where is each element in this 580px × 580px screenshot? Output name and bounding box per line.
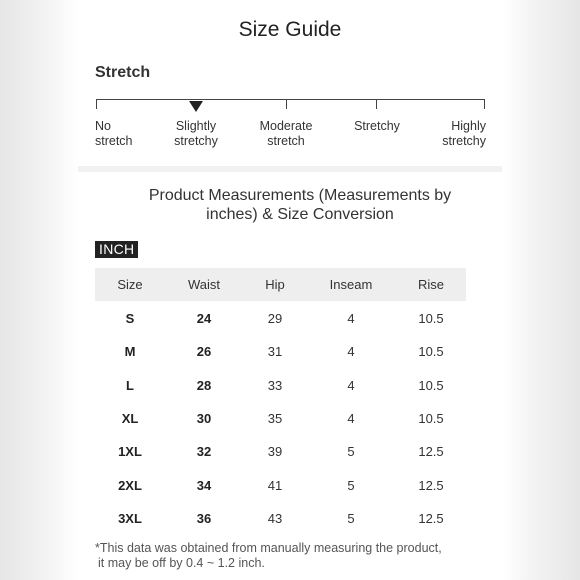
table-cell: 1XL (118, 444, 142, 460)
table-cell: XL (121, 410, 139, 426)
measurements-title: Product Measurements (Measurements by inches) & Size Conversion (148, 187, 452, 223)
stretch-scale-line (96, 99, 485, 100)
table-cell: 4 (347, 410, 355, 426)
table-cell: 10.5 (418, 377, 444, 393)
unit-badge: INCH (95, 241, 138, 258)
table-cell: 4 (347, 344, 355, 360)
table-cell: 28 (196, 377, 212, 393)
table-cell: 3XL (118, 510, 142, 526)
stretch-option-slightly-stretchy: Slightly stretchy (174, 119, 218, 148)
stretch-section-label: Stretch (95, 64, 151, 81)
section-divider (78, 166, 502, 172)
table-cell: 5 (347, 444, 355, 460)
column-header-hip: Hip (265, 277, 285, 292)
table-cell: 36 (196, 510, 212, 526)
table-cell: 30 (196, 410, 212, 426)
table-cell: 10.5 (418, 311, 444, 326)
stretch-tick (286, 99, 287, 109)
table-cell: 31 (267, 344, 283, 360)
stretch-option-stretchy: Stretchy (354, 119, 400, 133)
stretch-selected-marker-icon (189, 101, 203, 112)
column-header-waist: Waist (187, 277, 221, 292)
table-cell: 29 (267, 311, 283, 326)
table-cell: 35 (267, 410, 283, 426)
table-cell: S (125, 311, 135, 326)
stretch-option-no-stretch: No stretch (95, 119, 133, 148)
table-cell: 26 (196, 344, 212, 360)
table-cell: 24 (196, 311, 212, 326)
background-left (0, 0, 78, 580)
stretch-tick (484, 99, 485, 109)
table-cell: 43 (267, 510, 283, 526)
column-header-size: Size (117, 277, 143, 292)
stretch-option-highly-stretchy: Highly stretchy (442, 119, 486, 148)
table-cell: 5 (347, 477, 355, 493)
table-cell: 34 (196, 477, 212, 493)
table-cell: 39 (267, 444, 283, 460)
table-cell: 2XL (118, 477, 142, 493)
table-cell: 12.5 (418, 444, 444, 460)
table-cell: 41 (267, 477, 283, 493)
table-cell: 5 (347, 510, 355, 526)
column-header-rise: Rise (417, 277, 444, 292)
table-cell: 4 (347, 311, 355, 326)
size-guide-card (78, 0, 502, 580)
table-cell: 33 (267, 377, 283, 393)
table-cell: L (126, 377, 134, 393)
table-cell: 12.5 (418, 477, 444, 493)
page-title: Size Guide (238, 18, 342, 41)
table-cell: 32 (196, 444, 212, 460)
table-cell: 12.5 (418, 510, 444, 526)
table-cell: 4 (347, 377, 355, 393)
background-right (502, 0, 580, 580)
table-cell: 10.5 (418, 410, 444, 426)
stretch-tick (96, 99, 97, 109)
stretch-tick (376, 99, 377, 109)
measurement-note: *This data was obtained from manually measuring the product, it may be off by 0.4 ~ 1.2 inch. (95, 541, 442, 570)
column-header-inseam: Inseam (329, 277, 373, 292)
table-cell: M (124, 344, 136, 360)
table-cell: 10.5 (418, 344, 444, 360)
stretch-option-moderate-stretch: Moderate stretch (259, 119, 313, 148)
